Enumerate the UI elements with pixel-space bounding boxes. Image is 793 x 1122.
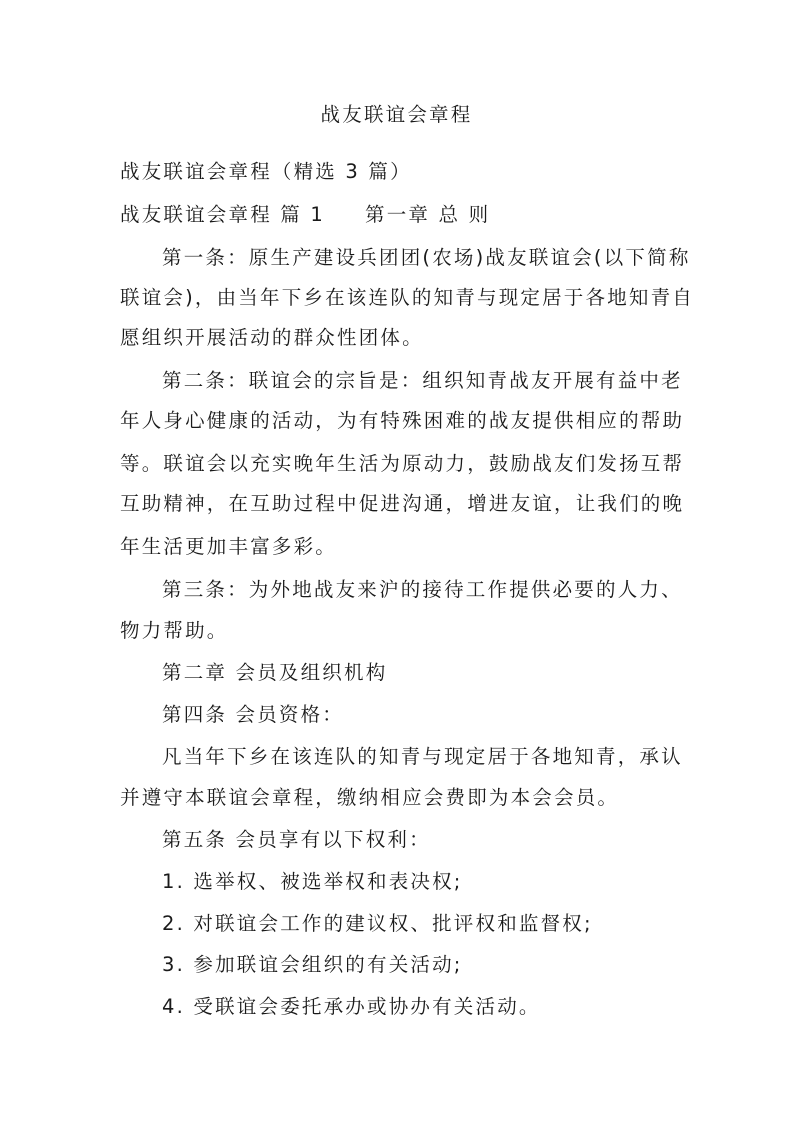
article-heading: 第五条 会员享有以下权利： xyxy=(162,828,431,851)
paragraph-line: 联谊会)，由当年下乡在该连队的知青与现定居于各地知青自 xyxy=(120,286,695,309)
paragraph-line: 凡当年下乡在该连队的知青与现定居于各地知青，承认 xyxy=(162,745,683,768)
paragraph-line: 第三条：为外地战友来沪的接待工作提供必要的人力、 xyxy=(162,578,683,601)
paragraph-line: 年生活更加丰富多彩。 xyxy=(120,535,338,558)
document-title: 战友联谊会章程 xyxy=(320,103,473,126)
heading-part1: 战友联谊会章程 篇 1 xyxy=(120,203,326,226)
paragraph-line: 互助精神，在互助过程中促进沟通，增进友谊，让我们的晚 xyxy=(120,492,685,515)
paragraph-line: 并遵守本联谊会章程，缴纳相应会费即为本会会员。 xyxy=(120,786,620,809)
paragraph-line: 第二条：联谊会的宗旨是：组织知青战友开展有益中老 xyxy=(162,369,683,392)
list-item: 3. 参加联谊会组织的有关活动; xyxy=(162,953,463,976)
heading-part2: 第一章 总 则 xyxy=(365,203,491,226)
paragraph-line: 等。联谊会以充实晚年生活为原动力，鼓励战友们发扬互帮 xyxy=(120,452,685,475)
paragraph-line: 第一条：原生产建设兵团团(农场)战友联谊会(以下简称 xyxy=(162,246,691,269)
paragraph-line: 年人身心健康的活动，为有特殊困难的战友提供相应的帮助 xyxy=(120,409,685,432)
chapter-heading: 第二章 会员及组织机构 xyxy=(162,661,388,684)
list-item: 2. 对联谊会工作的建议权、批评权和监督权; xyxy=(162,912,593,935)
list-item: 1. 选举权、被选举权和表决权; xyxy=(162,870,463,893)
paragraph-line: 物力帮助。 xyxy=(120,619,229,642)
document-subtitle: 战友联谊会章程（精选 3 篇） xyxy=(120,160,412,183)
paragraph-line: 愿组织开展活动的群众性团体。 xyxy=(120,326,424,349)
section-heading xyxy=(120,205,490,225)
article-heading: 第四条 会员资格： xyxy=(162,703,344,726)
list-item: 4. 受联谊会委托承办或协办有关活动。 xyxy=(162,995,541,1018)
